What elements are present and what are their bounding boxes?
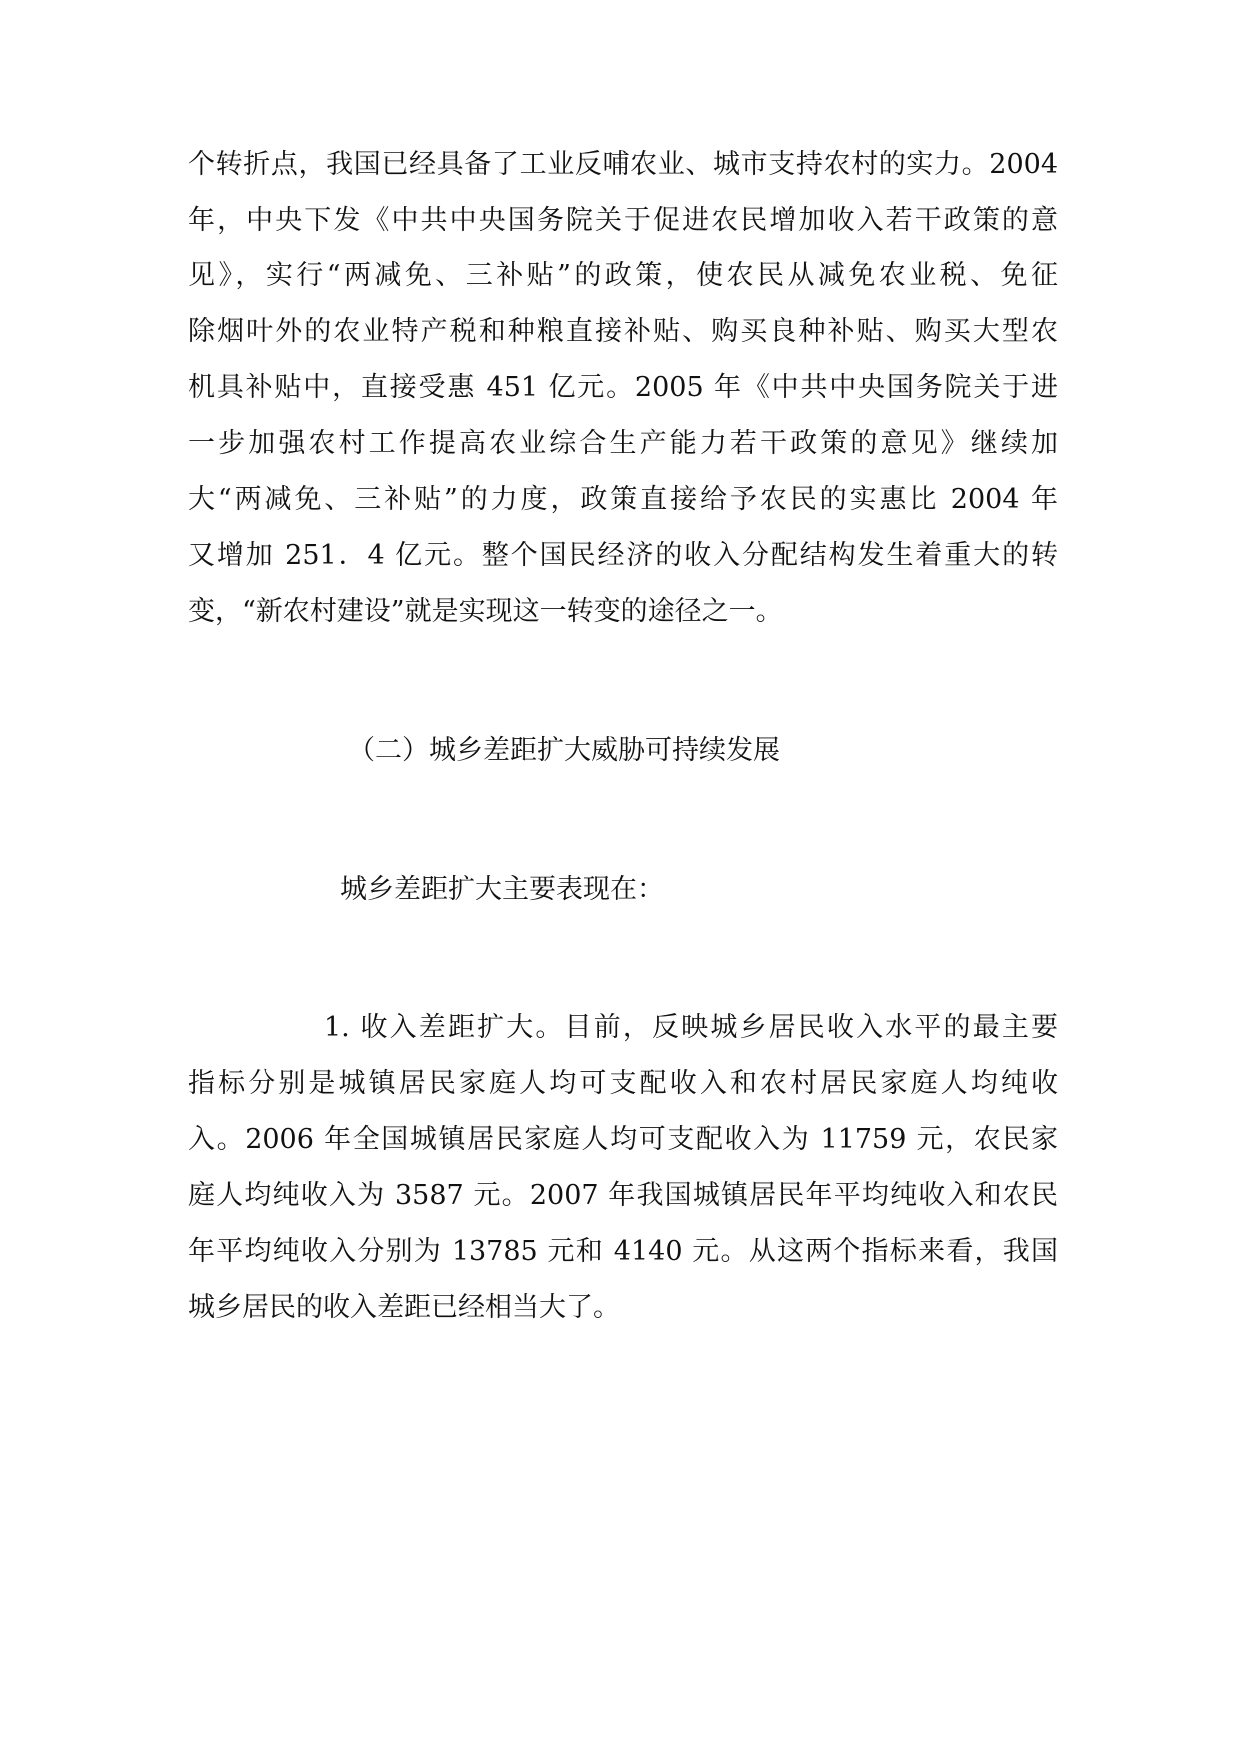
paragraph-1-line-2: 年，中央下发《中共中央国务院关于促进农民增加收入若干政策的意 bbox=[188, 205, 1058, 236]
paragraph-1-line-3: 见》，实行“两减免、三补贴”的政策，使农民从减免农业税、免征 bbox=[188, 260, 1058, 291]
paragraph-1-line-4: 除烟叶外的农业特产税和种粮直接补贴、购买良种补贴、购买大型农 bbox=[188, 316, 1058, 347]
sub-heading: 城乡差距扩大主要表现在： bbox=[340, 874, 664, 905]
paragraph-1-line-1: 个转折点，我国已经具备了工业反哺农业、城市支持农村的实力。2004 bbox=[188, 149, 1058, 180]
paragraph-2-line-2: 指标分别是城镇居民家庭人均可支配收入和农村居民家庭人均纯收 bbox=[188, 1068, 1058, 1099]
section-heading: （二）城乡差距扩大威胁可持续发展 bbox=[348, 735, 780, 766]
paragraph-2-line-1: 1. 收入差距扩大。目前，反映城乡居民收入水平的最主要 bbox=[324, 1012, 1058, 1043]
paragraph-2-line-4: 庭人均纯收入为 3587 元。2007 年我国城镇居民年平均纯收入和农民 bbox=[188, 1180, 1058, 1211]
paragraph-2-line-6: 城乡居民的收入差距已经相当大了。 bbox=[188, 1292, 620, 1323]
paragraph-2-line-5: 年平均纯收入分别为 13785 元和 4140 元。从这两个指标来看，我国 bbox=[188, 1236, 1058, 1267]
paragraph-1-line-5: 机具补贴中，直接受惠 451 亿元。2005 年《中共中央国务院关于进 bbox=[188, 372, 1058, 403]
paragraph-1-line-8: 又增加 251．4 亿元。整个国民经济的收入分配结构发生着重大的转 bbox=[188, 540, 1058, 571]
paragraph-2-line-3: 入。2006 年全国城镇居民家庭人均可支配收入为 11759 元，农民家 bbox=[188, 1124, 1058, 1155]
paragraph-1-line-9: 变，“新农村建设”就是实现这一转变的途径之一。 bbox=[188, 596, 783, 627]
paragraph-1-line-6: 一步加强农村工作提高农业综合生产能力若干政策的意见》继续加 bbox=[188, 428, 1058, 459]
paragraph-1-line-7: 大“两减免、三补贴”的力度，政策直接给予农民的实惠比 2004 年 bbox=[188, 484, 1058, 515]
